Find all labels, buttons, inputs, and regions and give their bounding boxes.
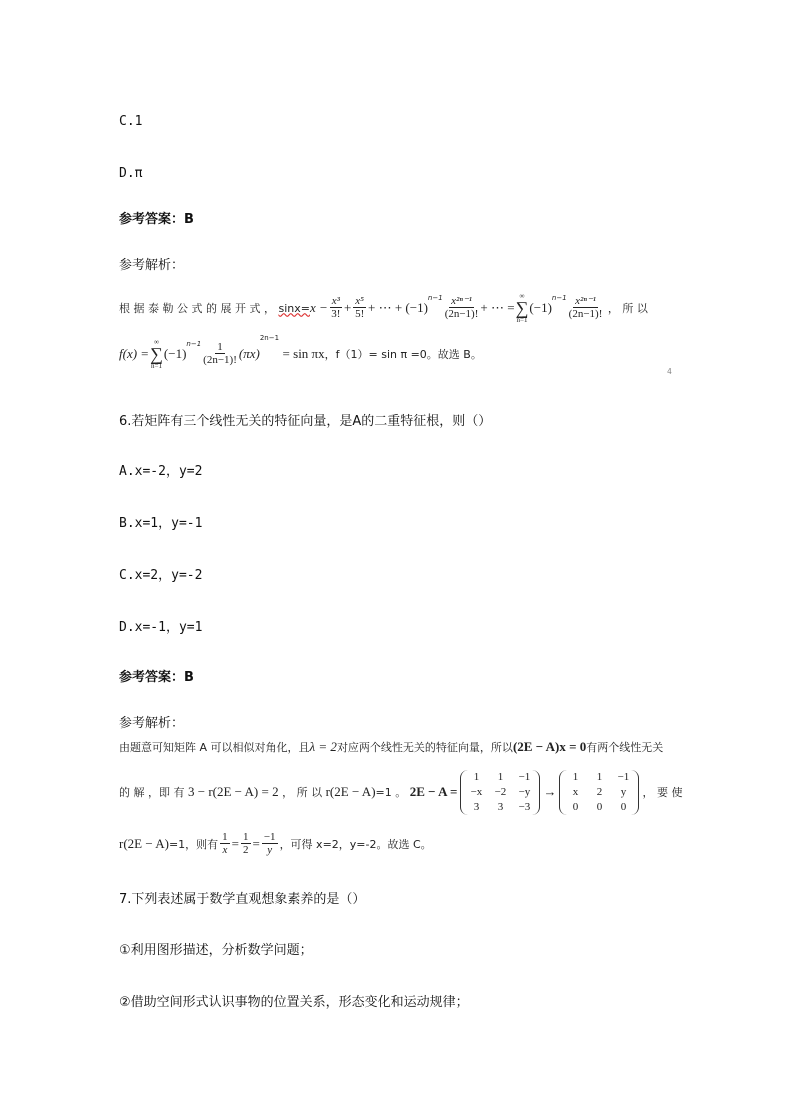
- q7-question: 7.下列表述属于数学直观想象素养的是（）: [119, 892, 366, 907]
- math: + ⋯ =: [480, 300, 515, 315]
- q6-option-c: C.x=2，y=-2: [119, 568, 203, 583]
- matrix-cell: y: [620, 785, 627, 798]
- q7-item-2: ②借助空间形式认识事物的位置关系，形态变化和运动规律；: [119, 995, 469, 1010]
- text: 对应两个线性无关的特征向量，所以: [336, 741, 513, 754]
- sum-sign: ∑: [515, 298, 529, 318]
- q5-option-c: C.1: [119, 114, 143, 129]
- q6-analysis-line3: [119, 830, 432, 858]
- sum-top: ∞: [153, 338, 159, 346]
- paragraph-mark: 4: [667, 367, 672, 376]
- den: y: [267, 844, 273, 856]
- q5-analysis-line1: [119, 288, 648, 328]
- text: ， 所 以: [607, 302, 648, 315]
- fraction: [241, 831, 251, 857]
- matrix-cell: 3: [497, 800, 504, 813]
- num: x²ⁿ⁻¹: [575, 295, 596, 307]
- text: ， 所 以: [282, 786, 323, 799]
- sum-sign: ∑: [150, 344, 163, 364]
- fraction: [569, 295, 603, 321]
- num: x²ⁿ⁻¹: [451, 295, 472, 307]
- math: =: [231, 836, 239, 851]
- matrix-cell: 2: [596, 785, 603, 798]
- text: 有两个线性无关: [586, 741, 664, 754]
- num: x⁵: [355, 295, 365, 307]
- fraction: [353, 295, 366, 321]
- math: (−1): [163, 346, 187, 361]
- text: ， 要 使: [642, 786, 683, 799]
- math: 3 − r(2E − A) = 2: [188, 784, 279, 799]
- matrix-cell: 1: [596, 770, 603, 783]
- text: ，可得 x=2，y=-2。故选 C。: [279, 838, 432, 851]
- math: 2E − A =: [409, 784, 458, 799]
- math: + ⋯ + (−1): [368, 300, 428, 315]
- q5-answer: 参考答案：B: [119, 212, 194, 227]
- math: r(2E − A): [325, 784, 376, 799]
- summation: [150, 338, 163, 370]
- math: (−1): [529, 300, 552, 315]
- sum-bottom: n=1: [516, 316, 528, 324]
- matrix-cell: 1: [572, 770, 579, 783]
- matrix-2e-minus-a: [460, 770, 540, 815]
- math: f(x) =: [119, 346, 150, 361]
- q5-analysis-label: 参考解析：: [119, 258, 185, 273]
- num: x³: [331, 295, 340, 307]
- exp: 2n−1: [259, 334, 280, 342]
- matrix-cell: −2: [494, 785, 507, 798]
- matrix-cell: −3: [518, 800, 531, 813]
- text: 的 解 ，即 有: [119, 786, 185, 799]
- math: =: [252, 836, 260, 851]
- matrix-cell: 3: [473, 800, 480, 813]
- text: sinx=: [278, 301, 310, 315]
- matrix-cell: 0: [620, 800, 627, 813]
- matrix-cell: x: [572, 785, 579, 798]
- num: 1: [222, 831, 228, 843]
- exp: n−1: [186, 340, 202, 348]
- fraction: [445, 295, 479, 321]
- q6-analysis-label: 参考解析：: [119, 716, 185, 731]
- q6-question: 6.若矩阵有三个线性无关的特征向量，是A的二重特征根，则（）: [119, 414, 492, 429]
- q6-analysis-line2: [119, 766, 682, 818]
- sum-bottom: n=1: [151, 362, 162, 370]
- q6-answer: 参考答案：B: [119, 670, 194, 685]
- den: (2n−1)!: [444, 308, 479, 320]
- sum-top: ∞: [519, 292, 525, 300]
- fraction: [220, 831, 230, 857]
- matrix-cell: −1: [518, 770, 531, 783]
- matrix-cell: 0: [596, 800, 603, 813]
- text: =1，则有: [168, 838, 219, 851]
- den: x: [222, 844, 228, 856]
- matrix-reduced: [559, 770, 639, 815]
- math: (πx): [238, 346, 260, 361]
- text: ，f（1）= sin π =0。故选 B。: [324, 348, 482, 361]
- text: 根 据 泰 勒 公 式 的 展 开 式 ，: [119, 302, 275, 315]
- matrix-cell: −x: [470, 785, 483, 798]
- math: λ = 2: [309, 739, 337, 754]
- den: 3!: [331, 308, 341, 320]
- q6-option-b: B.x=1，y=-1: [119, 516, 203, 531]
- math: = sin πx: [282, 346, 325, 361]
- q6-option-d: D.x=-1，y=1: [119, 620, 203, 635]
- den: 5!: [355, 308, 365, 320]
- math: r(2E − A): [119, 836, 169, 851]
- den: (2n−1)!: [568, 308, 603, 320]
- arrow-icon: →: [543, 784, 557, 799]
- num: 1: [217, 341, 223, 353]
- q7-item-1: ①利用图形描述，分析数学问题；: [119, 943, 313, 958]
- matrix-cell: 0: [572, 800, 579, 813]
- fraction: [203, 341, 237, 367]
- math: (2E − A)x = 0: [512, 739, 587, 754]
- q6-option-a: A.x=-2，y=2: [119, 464, 203, 479]
- math: x −: [309, 300, 328, 315]
- den: (2n−1)!: [203, 354, 237, 366]
- q5-option-d: D.π: [119, 166, 143, 181]
- matrix-cell: 1: [473, 770, 480, 783]
- exp: n−1: [427, 294, 443, 302]
- summation: [516, 292, 529, 324]
- fraction: [262, 831, 278, 857]
- den: 2: [243, 844, 249, 856]
- num: 1: [243, 831, 249, 843]
- text: 由题意可知矩阵 A 可以相似对角化，且: [119, 741, 310, 754]
- fraction: [330, 295, 342, 321]
- text: =1 。: [375, 786, 407, 799]
- matrix-cell: 1: [497, 770, 504, 783]
- matrix-cell: −1: [617, 770, 630, 783]
- matrix-cell: −y: [518, 785, 531, 798]
- q5-analysis-line2: [119, 334, 482, 374]
- num: −1: [263, 831, 276, 843]
- exp: n−1: [551, 294, 567, 302]
- q6-analysis-line1: [119, 738, 663, 756]
- math: +: [343, 300, 352, 315]
